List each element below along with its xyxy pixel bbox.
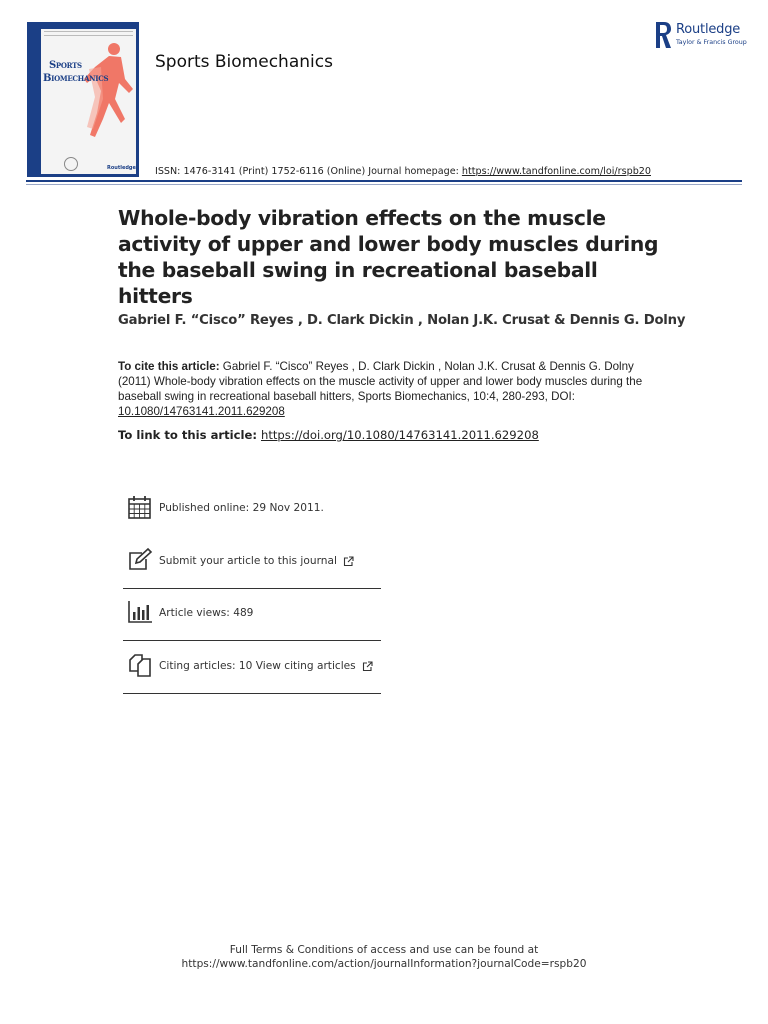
citation-doi-link[interactable]: 10.1080/14763141.2011.629208 bbox=[118, 405, 285, 418]
citation-text: Gabriel F. “Cisco” Reyes , D. Clark Dickin , Nolan J.K. Crusat & Dennis G. Dolny (2011) Whole-body vibration effects on the muscle activity of upper and lower body muscles during the baseball swing in recreational baseball hitters, Sports Biomechanics, 10:4, 280-293, DOI: bbox=[118, 360, 643, 403]
cover-header-strip bbox=[44, 31, 133, 36]
journal-homepage-link[interactable]: https://www.tandfonline.com/loi/rspb20 bbox=[461, 166, 651, 177]
info-text: Article views: 489 bbox=[159, 607, 254, 619]
submit-article-link[interactable] bbox=[159, 555, 354, 567]
citing-articles-icon bbox=[127, 652, 153, 678]
publisher-subtitle: Taylor & Francis Group bbox=[676, 39, 747, 46]
citation-label: To cite this article: bbox=[118, 360, 220, 373]
journal-title: Sports Biomechanics bbox=[155, 52, 333, 72]
article-title-line: activity of upper and lower body muscles during bbox=[118, 232, 659, 256]
publisher-logo bbox=[654, 21, 746, 49]
cover-seal-icon bbox=[64, 157, 78, 171]
routledge-r-icon bbox=[654, 21, 672, 49]
article-link-label: To link to this article: bbox=[118, 428, 257, 442]
cover-panel bbox=[41, 29, 136, 174]
header-divider bbox=[26, 180, 742, 182]
cover-title bbox=[43, 59, 136, 85]
external-link-icon bbox=[343, 556, 354, 567]
row-divider bbox=[123, 693, 381, 694]
article-link-line bbox=[118, 428, 678, 442]
cover-publisher-mark: Routledge bbox=[107, 165, 136, 171]
article-views-row bbox=[123, 589, 381, 641]
footer-line: Full Terms & Conditions of access and use can be found at bbox=[229, 944, 539, 956]
row-divider bbox=[123, 640, 381, 641]
info-text: Published online: 29 Nov 2011. bbox=[159, 502, 324, 514]
article-title-line: Whole-body vibration effects on the muscle bbox=[118, 206, 606, 230]
edit-icon bbox=[127, 547, 153, 573]
calendar-icon bbox=[127, 494, 153, 520]
article-title bbox=[118, 205, 678, 309]
terms-footer bbox=[0, 943, 768, 971]
cover-title-line: Sports bbox=[49, 60, 82, 71]
cover-title-line: Biomechanics bbox=[43, 73, 109, 84]
article-authors: Gabriel F. “Cisco” Reyes , D. Clark Dickin , Nolan J.K. Crusat & Dennis G. Dolny bbox=[118, 313, 686, 328]
issn-line bbox=[155, 166, 651, 177]
runner-figure-icon bbox=[81, 39, 136, 149]
published-online-text bbox=[159, 502, 324, 514]
submit-article-row[interactable] bbox=[123, 537, 381, 589]
published-online-row bbox=[123, 484, 381, 536]
issn-label: ISSN: 1476-3141 (Print) 1752-6116 (Online) Journal homepage: bbox=[155, 166, 462, 177]
article-title-line: the baseball swing in recreational baseball hitters bbox=[118, 258, 598, 308]
article-doi-url-link[interactable]: https://doi.org/10.1080/14763141.2011.629208 bbox=[260, 428, 539, 442]
publisher-name: Routledge bbox=[676, 22, 741, 37]
citing-articles-row[interactable] bbox=[123, 642, 381, 694]
article-views-text bbox=[159, 607, 253, 619]
info-text: Citing articles: 10 View citing articles bbox=[159, 660, 356, 672]
journal-cover-image bbox=[27, 22, 139, 177]
footer-terms-link[interactable]: https://www.tandfonline.com/action/journalInformation?journalCode=rspb20 bbox=[181, 958, 587, 970]
citing-articles-link[interactable] bbox=[159, 660, 373, 672]
info-text: Submit your article to this journal bbox=[159, 555, 337, 567]
external-link-icon bbox=[362, 661, 373, 672]
header-divider-thin bbox=[26, 184, 742, 185]
bar-chart-icon bbox=[127, 599, 153, 625]
citation-block bbox=[118, 359, 658, 419]
